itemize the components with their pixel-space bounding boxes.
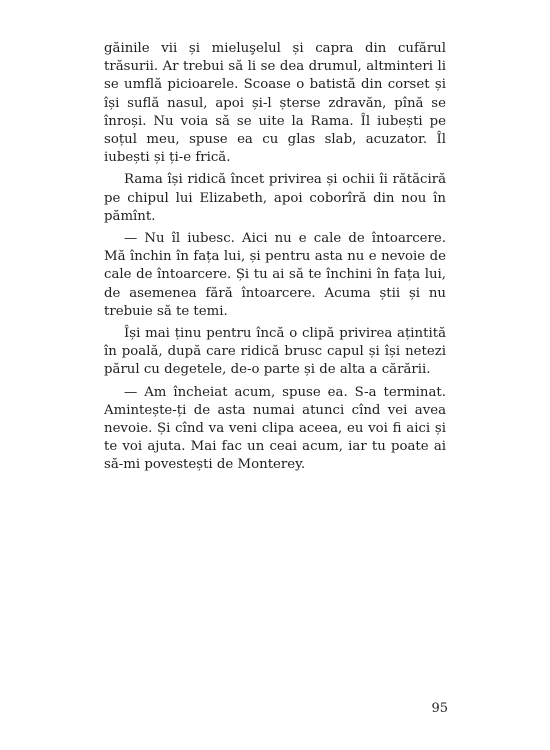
page-number: 95 [431,701,448,716]
paragraph-5: — Am încheiat acum, spuse ea. S-a terminat. Amintește-ți de asta numai atunci cînd vei avea nevoie. Și cînd va veni clipa aceea, eu voi fi aici și te voi ajuta. Mai fac un ceai acum, iar tu poate ai să-mi povestești de Monterey. [104,384,446,473]
paragraph-2: Rama își ridică încet privirea și ochii îi rătăciră pe chipul lui Elizabeth, apoi coborîră din nou în pămînt. [104,172,446,224]
paragraph-3: — Nu îl iubesc. Aici nu e cale de întoarcere. Mă închin în fața lui, și pentru asta nu e nevoie de cale de întoarcere. Și tu ai să te închini în fața lui, de asemenea fără întoarcere. Acuma știi și nu trebuie să te temi. [104,231,446,319]
body-text [104,40,446,475]
paragraph-1: găinile vii și mieluşelul și capra din cufărul trăsurii. Ar trebui să li se dea drumul, altminteri li se umflă picioarele. Scoase o batistă din corset și își suflă nasul, apoi și-l șterse zdravăn, pînă se înroși. Nu voia să se uite la Rama. Îl iubești pe soțul meu, spuse ea cu glas slab, acuzator. Îl iubești și ți-e frică. [104,41,446,166]
paragraph-4: Își mai ținu pentru încă o clipă privirea ațintită în poală, după care ridică brusc capul și își netezi părul cu degetele, de-o parte și de alta a cărării. [104,326,446,378]
